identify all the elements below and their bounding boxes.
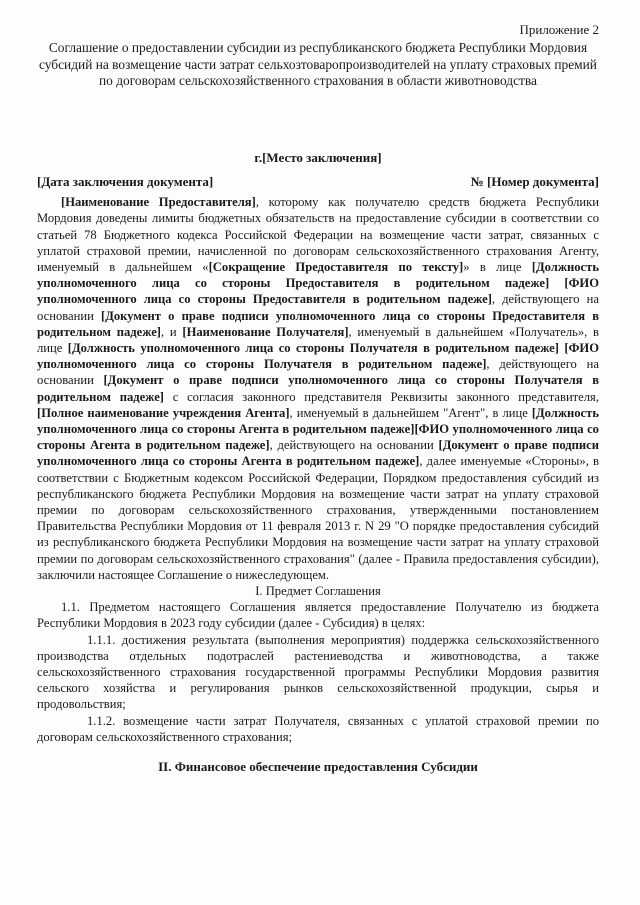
placeholder-field: [ФИО уполномоченного лица со стороны Предоставителя в родительном падеже] bbox=[37, 276, 599, 307]
placeholder-field: [Документ о праве подписи уполномоченного лица со стороны Агента в родительном падеже] bbox=[37, 438, 599, 469]
clause-1-1-2: 1.1.2. возмещение части затрат Получателя, связанных с уплатой страховой премии по договорам сельскохозяйственного страхования; bbox=[37, 713, 599, 744]
date-placeholder: [Дата заключения документа] bbox=[37, 173, 214, 189]
intro-text-run bbox=[549, 276, 564, 290]
intro-text-run: , именуемый в дальнейшем "Агент", в лице bbox=[289, 405, 532, 420]
placeholder-field: [Наименование Предоставителя] bbox=[61, 195, 256, 210]
intro-paragraph bbox=[37, 194, 599, 583]
placeholder-field: [ФИО уполномоченного лица со стороны Агента в родительном падеже] bbox=[37, 421, 599, 453]
intro-text-run: , далее именуемые «Стороны», в соответствии с Бюджетным кодексом Российской Федерации, Порядком предоставления субсидий из республиканского бюджета Республики Мордовия на возмещение части затрат на уплату страховой премии по договорам сельскохозяйственного страхования, утвержденными постановлением Правительства Республики Мордовия от 11 февраля 2013 г. N 29 "О порядке предоставления субсидий из республиканского бюджета Республики Мордовия на возмещение части затрат на уплату страховой премии по договорам сельскохозяйственного страхования" (далее - Правила предоставления субсидии), заключили настоящее Соглашение о нижеследующем. bbox=[37, 454, 599, 582]
intro-text-run: с согласия законного представителя Реквизиты законного представителя, bbox=[163, 389, 599, 404]
placeholder-field: [Должность уполномоченного лица со стороны Агента в родительном падеже] bbox=[37, 405, 599, 436]
intro-text-run: , действующего на основании bbox=[37, 357, 599, 388]
placeholder-field: [ФИО уполномоченного лица со стороны Получателя в родительном падеже] bbox=[37, 340, 599, 372]
clause-1-1: 1.1. Предметом настоящего Соглашения является предоставление Получателю из бюджета Республики Мордовия в 2023 году субсидии (далее - Субсидия) в целях: bbox=[37, 600, 599, 631]
placeholder-field: [Должность уполномоченного лица со стороны Предоставителя в родительном падеже] bbox=[37, 259, 599, 291]
placeholder-field: [Документ о праве подписи уполномоченного лица со стороны Предоставителя в родительном падеже] bbox=[37, 308, 599, 339]
document-page bbox=[37, 22, 599, 775]
section-2-title: II. Финансовое обеспечение предоставления Субсидии bbox=[158, 759, 478, 775]
date-number-row bbox=[37, 174, 599, 190]
placeholder-field: [Документ о праве подписи уполномоченного лица со стороны Получателя в родительном падеже] bbox=[37, 373, 599, 404]
intro-text-run: , и bbox=[160, 324, 183, 339]
section-1-title: I. Предмет Соглашения bbox=[255, 583, 381, 598]
placeholder-field: [Полное наименование учреждения Агента] bbox=[37, 405, 290, 420]
intro-text-run: , действующего на основании bbox=[269, 438, 439, 453]
intro-text-run: , которому как получателю средств бюджета Республики Мордовия доведены лимиты бюджетных обязательств на предоставление субсидии в соответствии со статьей 78 Бюджетного кодекса Российской Федерации на возмещение части затрат, связанных с уплатой страховой премии, начисленной по договорам сельскохозяйственного страхования Агенту, именуемый в дальнейшем « bbox=[37, 195, 599, 274]
place-of-signing: г.[Место заключения] bbox=[254, 149, 382, 165]
intro-text-run: » в лице bbox=[463, 259, 532, 274]
annex-label: Приложение 2 bbox=[519, 22, 599, 37]
clause-1-1-1: 1.1.1. достижения результата (выполнения мероприятия) поддержка сельскохозяйственного производства отдельных подотраслей растениеводства и животноводства, а также сельскохозяйственного страхования государственной программы Республики Мордовия развития сельского хозяйства и регулирования рынков сельскохозяйственной продукции, сырья и продовольствия; bbox=[37, 632, 599, 712]
intro-text-run: , именуемый в дальнейшем «Получатель», в лице bbox=[37, 324, 599, 355]
placeholder-field: [Наименование Получателя] bbox=[182, 324, 349, 339]
number-placeholder: № [Номер документа] bbox=[470, 173, 599, 189]
document-title: Соглашение о предоставлении субсидии из республиканского бюджета Республики Мордовия субсидий на возмещение части затрат сельхозтоваропроизводителей на уплату страховых премий по договорам сельскохозяйственного страхования в области животноводства bbox=[39, 40, 597, 89]
intro-text-run: , действующего на основании bbox=[37, 292, 599, 323]
placeholder-field: [Должность уполномоченного лица со стороны Получателя в родительном падеже] bbox=[67, 340, 559, 355]
placeholder-field: [Сокращение Предоставителя по тексту] bbox=[208, 259, 464, 274]
